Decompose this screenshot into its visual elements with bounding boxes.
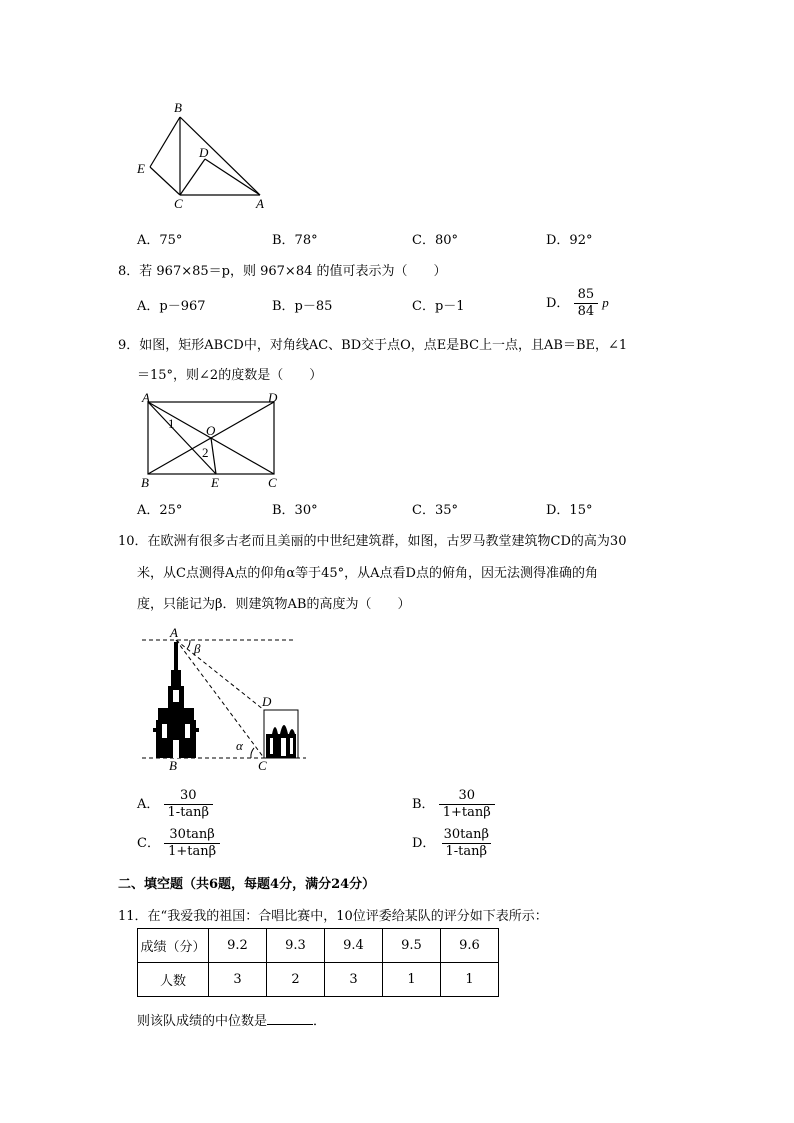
q11-answer-line [137,1010,326,1029]
fraction-numerator: 85 [577,287,595,302]
q10-text-1: 在欧洲有很多古老而且美丽的中世纪建筑群，如图，古罗马教堂建筑物CD的高为30 [147,534,627,549]
q8-text: 若 967×85＝p，则 967×84 的值可表示为（ ） [139,264,447,279]
fig9-angle-1: 1 [168,416,175,431]
fraction-numerator: 30tanβ [443,827,489,842]
q10-figure [138,624,308,774]
q8-option-d-label: D． [546,296,570,311]
q9-option-b[interactable]: B．30° [272,503,318,518]
fig9-label-e: E [211,475,219,490]
table-cell: 9.6 [441,929,499,963]
q7-option-b[interactable]: B．78° [272,233,318,248]
fraction-denominator: 84 [574,303,599,320]
table-cell: 成绩（分） [138,929,209,963]
table-row [138,963,499,997]
fraction-denominator: 1-tanβ [164,804,214,821]
q9-option-d[interactable]: D．15° [546,503,593,518]
fig7-label-d: D [199,145,209,160]
table-cell: 9.4 [325,929,383,963]
q10-question-line1 [118,530,626,549]
q9-figure [138,390,288,492]
q11-answer-suffix: ． [313,1014,327,1029]
fig7-label-a: A [256,196,264,211]
fig9-label-a: A [142,390,150,405]
q11-answer-prefix: 则该队成绩的中位数是 [137,1014,268,1029]
fig10-label-a: A [170,625,178,640]
q10-number: 10． [118,534,148,549]
q10-option-a-label: A． [137,797,160,812]
answer-blank[interactable] [267,1012,313,1025]
fig10-label-alpha: α [236,738,243,753]
fraction-denominator: 1+tanβ [164,843,220,860]
q8-number: 8． [118,264,140,279]
q8-option-c[interactable]: C．p－1 [412,299,465,314]
table-cell: 1 [383,963,441,997]
q10-option-b-label: B． [412,797,435,812]
q7-figure [130,95,280,215]
table-cell: 人数 [138,963,209,997]
q10-question-line3: 度，只能记为β．则建筑物AB的高度为（ ） [137,597,411,612]
q9-option-a[interactable]: A．25° [137,503,183,518]
q10-option-d-label: D． [412,836,436,851]
fraction-numerator: 30 [180,788,197,803]
q7-option-c[interactable]: C．80° [412,233,458,248]
fraction-denominator: 1-tanβ [442,843,492,860]
q10-option-d[interactable] [412,827,493,860]
section-heading: 二、填空题（共6题，每题4分，满分24分） [118,877,376,892]
table-cell: 3 [209,963,267,997]
q10-option-b[interactable] [412,788,495,821]
q11-question [118,905,548,924]
q9-number: 9． [118,338,140,353]
table-cell: 3 [325,963,383,997]
q10-option-b-fraction [439,788,495,821]
q7-option-a[interactable]: A．75° [137,233,183,248]
fig9-label-c: C [268,475,277,490]
table-cell: 1 [441,963,499,997]
table-cell: 9.3 [267,929,325,963]
fig7-label-c: C [174,196,183,211]
q8-option-d[interactable] [546,287,609,320]
q8-question [118,260,447,279]
fig10-label-d: D [262,694,272,709]
fig10-label-c: C [258,758,267,773]
fraction-denominator: 1+tanβ [439,804,495,821]
table-cell: 9.2 [209,929,267,963]
q10-question-line2: 米，从C点测得A点的仰角α等于45°，从A点看D点的俯角，因无法测得准确的角 [137,566,598,581]
table-row [138,929,499,963]
q8-option-b[interactable]: B．p－85 [272,299,333,314]
q10-option-a[interactable] [137,788,213,821]
q7-option-d[interactable]: D．92° [546,233,593,248]
q9-text-1: 如图，矩形ABCD中，对角线AC、BD交于点O，点E是BC上一点，且AB＝BE，∠1 [139,338,628,353]
table-cell: 2 [267,963,325,997]
q10-option-d-fraction [440,827,493,860]
q9-option-c[interactable]: C．35° [412,503,458,518]
fig9-label-b: B [141,475,149,490]
q10-option-c-label: C． [137,836,160,851]
fig9-label-o: O [206,423,216,438]
fig10-label-beta: β [194,641,201,656]
q10-option-c[interactable] [137,827,220,860]
q11-text: 在“我爱我的祖国：合唱比赛中，10位评委给某队的评分如下表所示： [147,909,548,924]
fraction-numerator: 30 [458,788,475,803]
fig7-label-b: B [174,100,182,115]
table-cell: 9.5 [383,929,441,963]
q8-option-a[interactable]: A．p－967 [137,299,206,314]
q9-question-line2: ＝15°，则∠2的度数是（ ） [137,368,323,383]
q10-option-c-fraction [164,827,220,860]
fig7-label-e: E [137,161,145,176]
q9-question-line1 [118,334,627,353]
fig9-angle-2: 2 [202,445,209,460]
score-table [137,928,499,997]
fraction-numerator: 30tanβ [169,827,215,842]
fig10-label-b: B [169,758,177,773]
q11-number: 11． [118,909,148,924]
fig9-label-d: D [268,390,278,405]
q10-option-a-fraction [164,788,214,821]
q8-option-d-fraction [574,287,599,320]
q8-option-d-var: p [602,295,609,310]
